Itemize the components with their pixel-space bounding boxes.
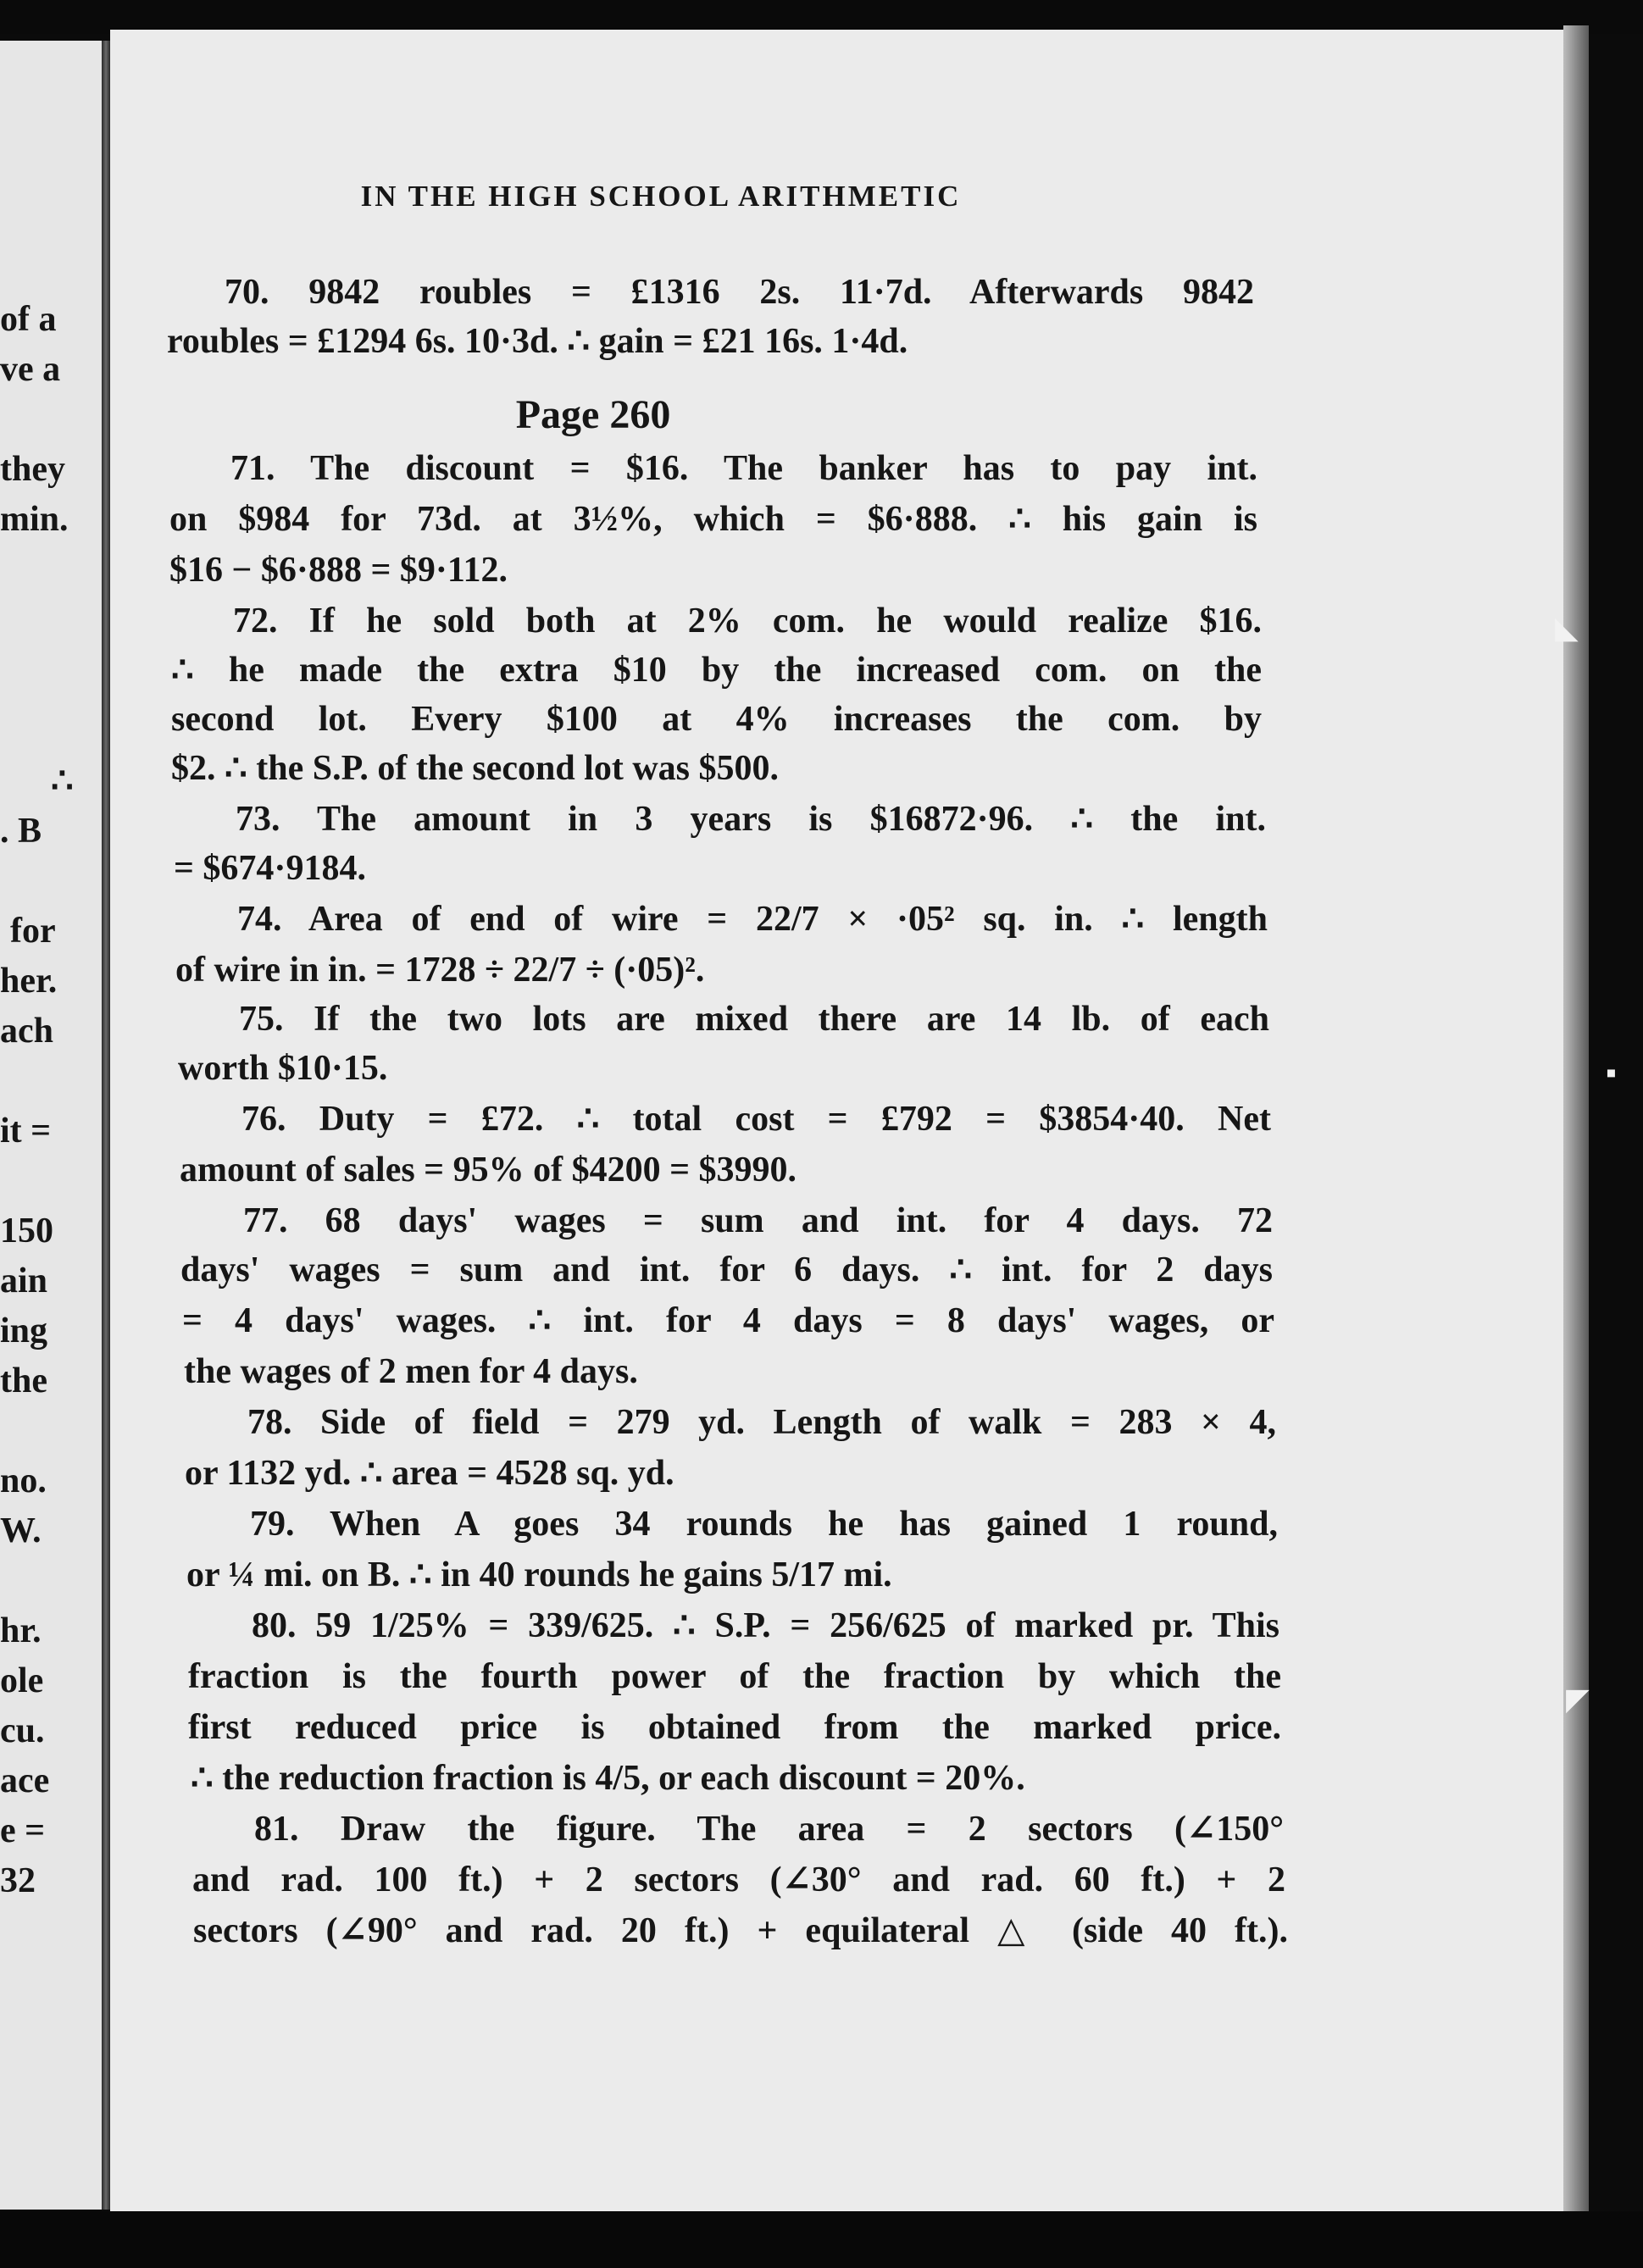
text-line: = $674·9184. (174, 849, 366, 888)
left-margin-line: ain (0, 1262, 48, 1300)
left-margin-line: min. (0, 500, 69, 539)
scan-bottom-shadow (0, 2211, 1643, 2268)
left-margin-line: the (0, 1361, 47, 1400)
text-line: and rad. 100 ft.) + 2 sectors (∠30° and rad. 60 ft.) + 2 (192, 1860, 1285, 1899)
left-margin-line: for (10, 912, 56, 951)
left-margin-line: ole (0, 1661, 44, 1700)
text-line: 74. Area of end of wire = 22/7 × ·05² sq. in. ∴ length (237, 900, 1268, 939)
left-margin-line: they (0, 450, 65, 489)
scan-top-shadow (0, 0, 1643, 34)
left-margin-line: 32 (0, 1861, 36, 1900)
text-line: 70. 9842 roubles = £1316 2s. 11·7d. Afterwards 9842 (225, 273, 1254, 312)
left-margin-line: e = (0, 1811, 46, 1850)
text-line: sectors (∠90° and rad. 20 ft.) + equilateral △ (side 40 ft.). (193, 1911, 1288, 1950)
text-line: 76. Duty = £72. ∴ total cost = £792 = $3854·40. Net (241, 1100, 1271, 1139)
text-line: or ¼ mi. on B. ∴ in 40 rounds he gains 5/17 mi. (186, 1555, 892, 1594)
left-margin-line: . B (0, 812, 42, 851)
left-margin-line: ve a (0, 350, 61, 389)
text-line: of wire in in. = 1728 ÷ 22/7 ÷ (·05)². (175, 951, 705, 990)
scan-speck: ◣ (1555, 611, 1579, 645)
left-page-fragment (0, 41, 102, 2210)
text-line: second lot. Every $100 at 4% increases the com. by (171, 700, 1262, 739)
left-margin-line: ∴ (51, 762, 74, 801)
scan-speck: ◤ (1566, 1683, 1590, 1716)
text-line: 73. The amount in 3 years is $16872·96. ∴ the int. (236, 800, 1266, 839)
running-head: IN THE HIGH SCHOOL ARITHMETIC (360, 180, 962, 213)
left-margin-line: her. (0, 962, 58, 1001)
left-margin-line: 150 (0, 1212, 53, 1250)
text-line: 80. 59 1/25% = 339/625. ∴ S.P. = 256/625 of marked pr. This (252, 1606, 1279, 1645)
text-line: or 1132 yd. ∴ area = 4528 sq. yd. (185, 1454, 674, 1493)
text-line: worth $10·15. (178, 1049, 388, 1088)
text-line: amount of sales = 95% of $4200 = $3990. (180, 1151, 797, 1189)
text-line: the wages of 2 men for 4 days. (184, 1352, 638, 1391)
text-line: 78. Side of field = 279 yd. Length of walk = 283 × 4, (247, 1403, 1276, 1442)
text-line: 79. When A goes 34 rounds he has gained 1 round, (250, 1505, 1278, 1544)
text-line: 72. If he sold both at 2% com. he would realize $16. (233, 602, 1262, 640)
left-margin-line: hr. (0, 1611, 42, 1650)
left-margin-line: W. (0, 1511, 42, 1550)
text-line: roubles = £1294 6s. 10·3d. ∴ gain = £21 16s. 1·4d. (167, 322, 908, 361)
text-line: days' wages = sum and int. for 6 days. ∴ int. for 2 days (180, 1250, 1273, 1289)
text-line: $16 − $6·888 = $9·112. (169, 551, 508, 590)
page-right-edge (1563, 25, 1589, 2220)
page-heading: Page 260 (515, 392, 671, 437)
text-line: 77. 68 days' wages = sum and int. for 4 days. 72 (243, 1201, 1273, 1240)
left-margin-line: it = (0, 1112, 52, 1151)
left-margin-line: ing (0, 1311, 48, 1350)
left-margin-line: cu. (0, 1711, 45, 1750)
text-line: ∴ the reduction fraction is 4/5, or each discount = 20%. (191, 1759, 1025, 1798)
text-line: $2. ∴ the S.P. of the second lot was $500. (171, 749, 780, 788)
text-line: 71. The discount = $16. The banker has to pay int. (230, 449, 1257, 488)
text-line: fraction is the fourth power of the fraction by which the (188, 1657, 1281, 1696)
scan-speck: ▪ (1606, 1056, 1617, 1090)
book-spine (102, 41, 110, 2210)
text-line: first reduced price is obtained from the marked price. (188, 1708, 1281, 1747)
text-line: ∴ he made the extra $10 by the increased com. on the (171, 651, 1262, 690)
text-line: = 4 days' wages. ∴ int. for 4 days = 8 days' wages, or (182, 1301, 1274, 1340)
left-margin-line: of a (0, 300, 57, 339)
left-margin-line: no. (0, 1461, 47, 1500)
text-line: 75. If the two lots are mixed there are 14 lb. of each (239, 1000, 1269, 1039)
left-margin-line: ace (0, 1761, 50, 1800)
text-line: 81. Draw the figure. The area = 2 sectors (∠150° (254, 1810, 1284, 1849)
left-margin-line: ach (0, 1012, 53, 1051)
text-line: on $984 for 73d. at 3½%, which = $6·888. ∴ his gain is (169, 500, 1257, 539)
